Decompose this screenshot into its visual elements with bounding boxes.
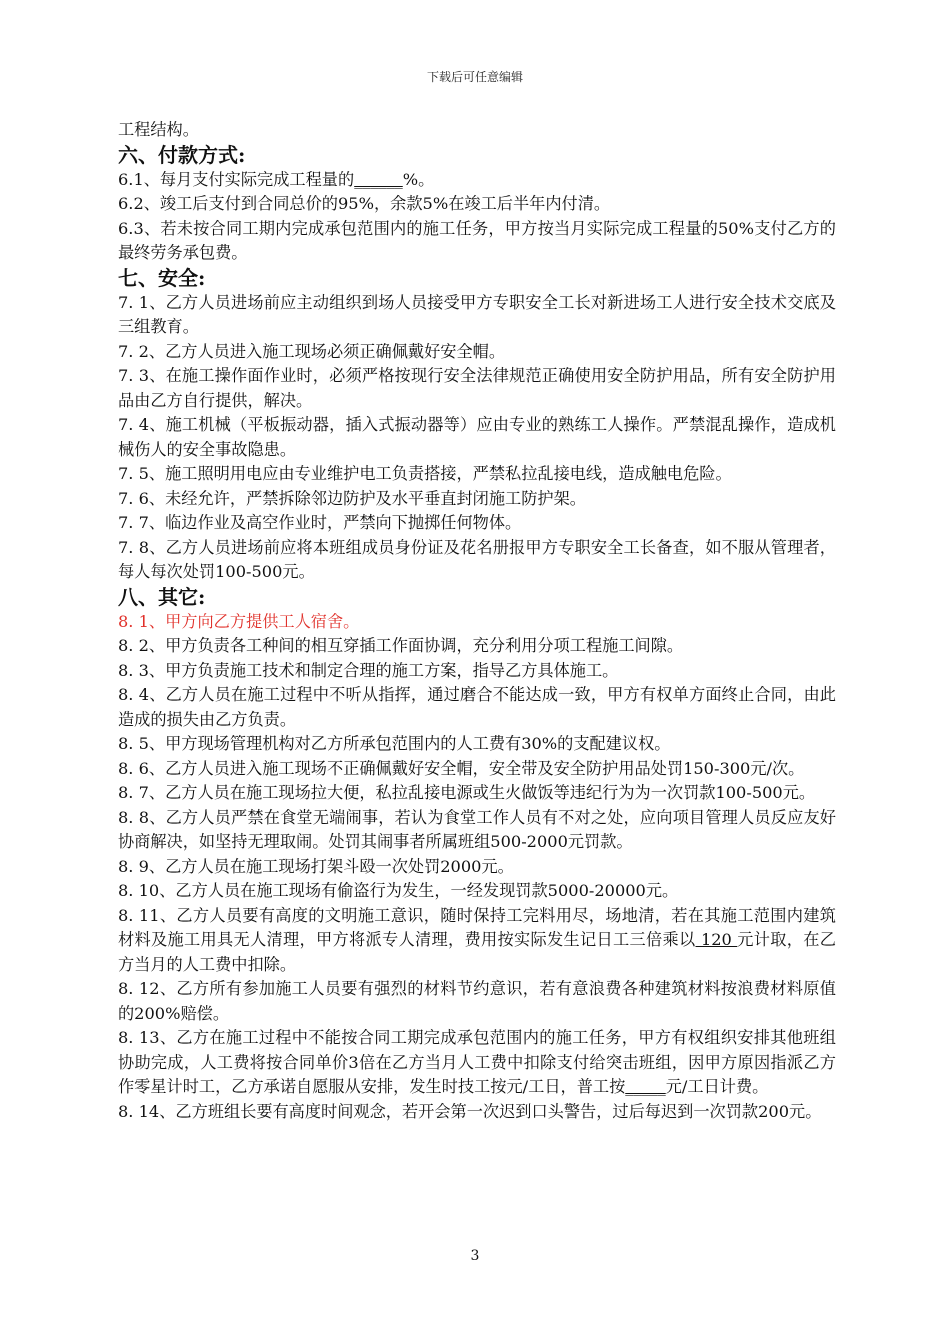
clause-paragraph: 8. 12、乙方所有参加施工人员要有强烈的材料节约意识，若有意浪费各种建筑材料按浪费材料原值的200%赔偿。 [118, 979, 836, 1023]
clause-paragraph: 8. 3、甲方负责施工技术和制定合理的施工方案，指导乙方具体施工。 [118, 660, 619, 680]
fill-in-blank: ______ [354, 169, 403, 189]
clause-paragraph: 7. 2、乙方人员进入施工现场必须正确佩戴好安全帽。 [118, 341, 506, 361]
clause-paragraph: 8. 5、甲方现场管理机构对乙方所承包范围内的人工费有30%的支配建议权。 [118, 734, 671, 753]
clause-paragraph: 8. 10、乙方人员在施工现场有偷盗行为发生，一经发现罚款5000-20000元。 [118, 881, 679, 900]
clause-paragraph [118, 1026, 836, 1100]
clause-paragraph: 8. 8、乙方人员严禁在食堂无端闹事，若认为食堂工作人员有不对之处，应向项目管理人员反应友好协商解决，如坚持无理取闹。处罚其闹事者所属班组500-2000元罚款。 [118, 807, 836, 851]
clause-paragraph: 8. 4、乙方人员在施工过程中不听从指挥，通过磨合不能达成一致，甲方有权单方面终止合同，由此造成的损失由乙方负责。 [118, 685, 836, 729]
clause-text: 6.1、每月支付实际完成工程量的 [118, 169, 355, 189]
clause-paragraph: 6.3、若未按合同工期内完成承包范围内的施工任务，甲方按当月实际完成工程量的50%支付乙方的最终劳务承包费。 [118, 218, 836, 262]
clause-text: 元计取，在乙方当月的人工费中扣除。 [118, 930, 836, 974]
clause-paragraph: 8. 7、乙方人员在施工现场拉大便，私拉乱接电源或生火做饭等违纪行为为一次罚款100-500元。 [118, 783, 816, 802]
clause-text: %。 [402, 169, 435, 189]
clause-paragraph: 8. 14、乙方班组长要有高度时间观念，若开会第一次迟到口头警告，过后每迟到一次罚款200元。 [118, 1101, 822, 1121]
clause-paragraph: 7. 5、施工照明用电应由专业维护电工负责搭接，严禁私拉乱接电线，造成触电危险。 [118, 464, 732, 483]
document-body [118, 118, 836, 1124]
clause-paragraph: 7. 1、乙方人员进场前应主动组织到场人员接受甲方专职安全工长对新进场工人进行安全技术交底及三组教育。 [118, 292, 836, 336]
clause-paragraph: 工程结构。 [118, 120, 199, 139]
clause-paragraph: 7. 8、乙方人员进场前应将本班组成员身份证及花名册报甲方专职安全工长备查，如不服从管理者，每人每次处罚100-500元。 [118, 537, 836, 581]
clause-paragraph [118, 168, 836, 193]
clause-paragraph [118, 904, 836, 978]
page-header: 下载后可任意编辑 [426, 70, 523, 84]
section-heading: 八、其它: [118, 584, 206, 609]
clause-text: 元/工日计费。 [665, 1077, 769, 1096]
clause-text: 8. 11、乙方人员要有高度的文明施工意识，随时保持工完料用尽，场地清，若在其施工范围内建筑材料及施工用具无人清理，甲方将派专人清理，费用按实际发生记日工三倍乘以 [118, 905, 836, 949]
fill-in-blank: 120 [695, 930, 738, 949]
clause-paragraph: 8. 9、乙方人员在施工现场打架斗殴一次处罚2000元。 [118, 856, 514, 876]
section-heading: 六、付款方式: [118, 142, 246, 167]
clause-paragraph: 7. 6、未经允许，严禁拆除邻边防护及水平垂直封闭施工防护架。 [118, 488, 586, 508]
clause-paragraph: 8. 2、甲方负责各工种间的相互穿插工作面协调，充分利用分项工程施工间隙。 [118, 636, 684, 655]
section-heading: 七、安全: [118, 265, 206, 290]
clause-paragraph: 7. 4、施工机械（平板振动器，插入式振动器等）应由专业的熟练工人操作。严禁混乱操作，造成机械伤人的安全事故隐患。 [118, 415, 836, 459]
page-number: 3 [470, 1248, 480, 1264]
clause-text: 8. 13、乙方在施工过程中不能按合同工期完成承包范围内的施工任务，甲方有权组织安排其他班组协助完成，人工费将按合同单价3倍在乙方当月人工费中扣除支付给突击班组，因甲方原因指派乙方作零星计时工，乙方承诺自愿服从安排，发生时技工按元/工日，普工按 [118, 1028, 836, 1096]
clause-paragraph: 8. 6、乙方人员进入施工现场不正确佩戴好安全帽，安全带及安全防护用品处罚150-300元/次。 [118, 758, 805, 778]
clause-paragraph: 6.2、竣工后支付到合同总价的95%，余款5%在竣工后半年内付清。 [118, 194, 611, 213]
clause-paragraph: 8. 1、甲方向乙方提供工人宿舍。 [118, 611, 360, 631]
clause-paragraph: 7. 3、在施工操作面作业时，必须严格按现行安全法律规范正确使用安全防护用品，所有安全防护用品由乙方自行提供，解决。 [118, 366, 836, 410]
clause-paragraph: 7. 7、临边作业及高空作业时，严禁向下抛掷任何物体。 [118, 513, 522, 532]
fill-in-blank: _____ [625, 1077, 666, 1096]
